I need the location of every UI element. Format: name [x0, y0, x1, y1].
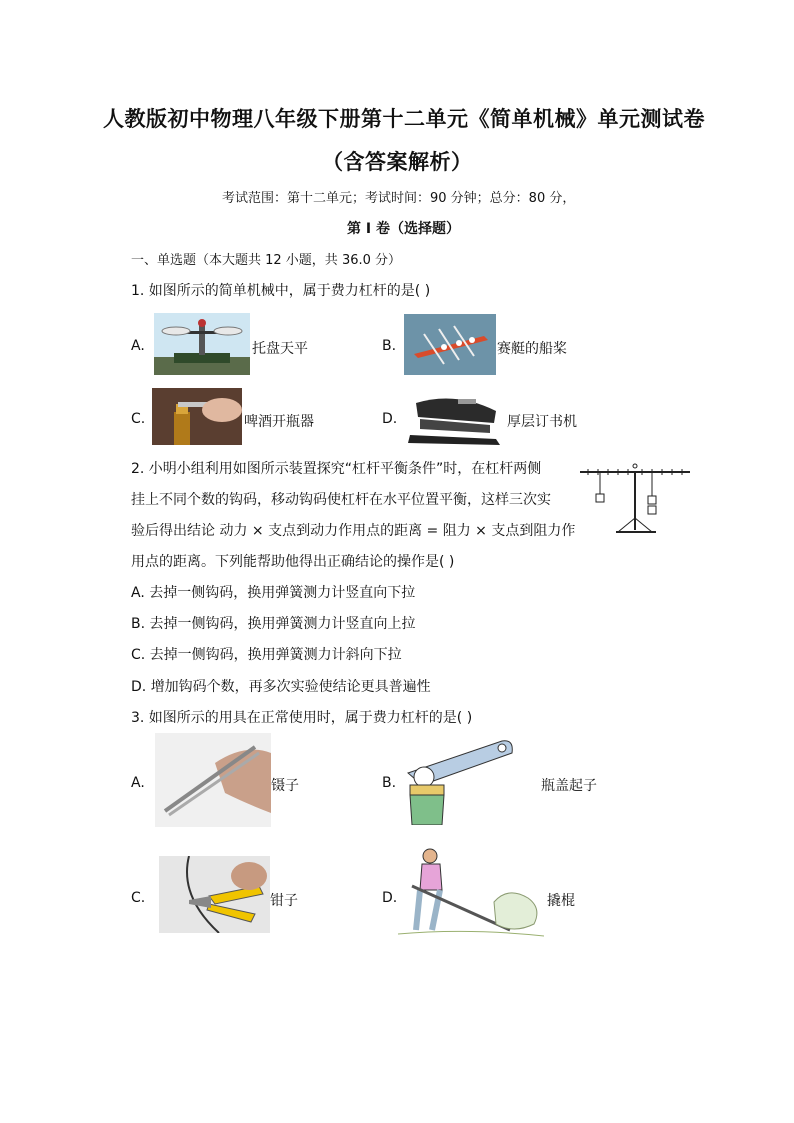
bottle-cap-opener-image — [402, 733, 514, 825]
q1-option-a-letter: A. — [131, 338, 145, 354]
doc-title-line2: （含答案解析） — [322, 149, 473, 174]
q2-line4: 用点的距离。下列能帮助他得出正确结论的操作是( ) — [131, 554, 455, 570]
stapler-image — [406, 389, 504, 446]
q1-option-c-text: 啤酒开瓶器 — [244, 414, 314, 430]
q3-option-d-letter: D. — [382, 890, 398, 906]
volume-title: 第 I 卷（选择题） — [347, 221, 460, 237]
q1-option-b-letter: B. — [382, 338, 397, 354]
pliers-image — [159, 856, 270, 933]
section-title: 一、单选题（本大题共 12 小题，共 36.0 分） — [131, 253, 402, 268]
q1-option-d-letter: D. — [382, 411, 398, 427]
q2-line1: 2. 小明小组利用如图所示装置探究“杠杆平衡条件”时，在杠杆两侧 — [131, 461, 542, 477]
q2-option-a: A. 去掉一侧钩码，换用弹簧测力计竖直向下拉 — [131, 585, 416, 601]
q1-stem: 1. 如图所示的简单机械中，属于费力杠杆的是( ) — [131, 283, 431, 299]
q1-option-c-letter: C. — [131, 411, 146, 427]
doc-title-line1: 人教版初中物理八年级下册第十二单元《简单机械》单元测试卷 — [103, 106, 705, 131]
q1-option-a-text: 托盘天平 — [252, 341, 308, 357]
q3-option-b-letter: B. — [382, 775, 397, 791]
q1-option-b-text: 赛艇的船桨 — [497, 341, 567, 357]
q2-option-c: C. 去掉一侧钩码，换用弹簧测力计斜向下拉 — [131, 647, 402, 663]
lever-apparatus-diagram — [576, 458, 694, 540]
q2-line3: 验后得出结论 动力 × 支点到动力作用点的距离 = 阻力 × 支点到阻力作 — [131, 523, 576, 539]
q3-option-a-text: 镊子 — [271, 778, 299, 794]
bottle-opener-image — [152, 388, 242, 445]
exam-info: 考试范围：第十二单元；考试时间：90 分钟；总分：80 分， — [222, 191, 576, 206]
q1-option-d-text: 厚层订书机 — [507, 414, 577, 430]
crowbar-worker-image — [398, 846, 544, 940]
q3-option-b-text: 瓶盖起子 — [541, 778, 597, 794]
q3-option-a-letter: A. — [131, 775, 145, 791]
balance-scale-image — [154, 313, 250, 375]
q3-option-c-letter: C. — [131, 890, 146, 906]
q2-option-d: D. 增加钩码个数，再多次实验使结论更具普遍性 — [131, 679, 431, 695]
rowing-boat-image — [404, 314, 496, 375]
q3-option-d-text: 撬棍 — [547, 893, 575, 909]
q2-option-b: B. 去掉一侧钩码，换用弹簧测力计竖直向上拉 — [131, 616, 416, 632]
q3-option-c-text: 钳子 — [270, 893, 298, 909]
q2-line2: 挂上不同个数的钩码，移动钩码使杠杆在水平位置平衡，这样三次实 — [131, 492, 551, 508]
tweezers-image — [155, 733, 271, 827]
q3-stem: 3. 如图所示的用具在正常使用时，属于费力杠杆的是( ) — [131, 710, 473, 726]
